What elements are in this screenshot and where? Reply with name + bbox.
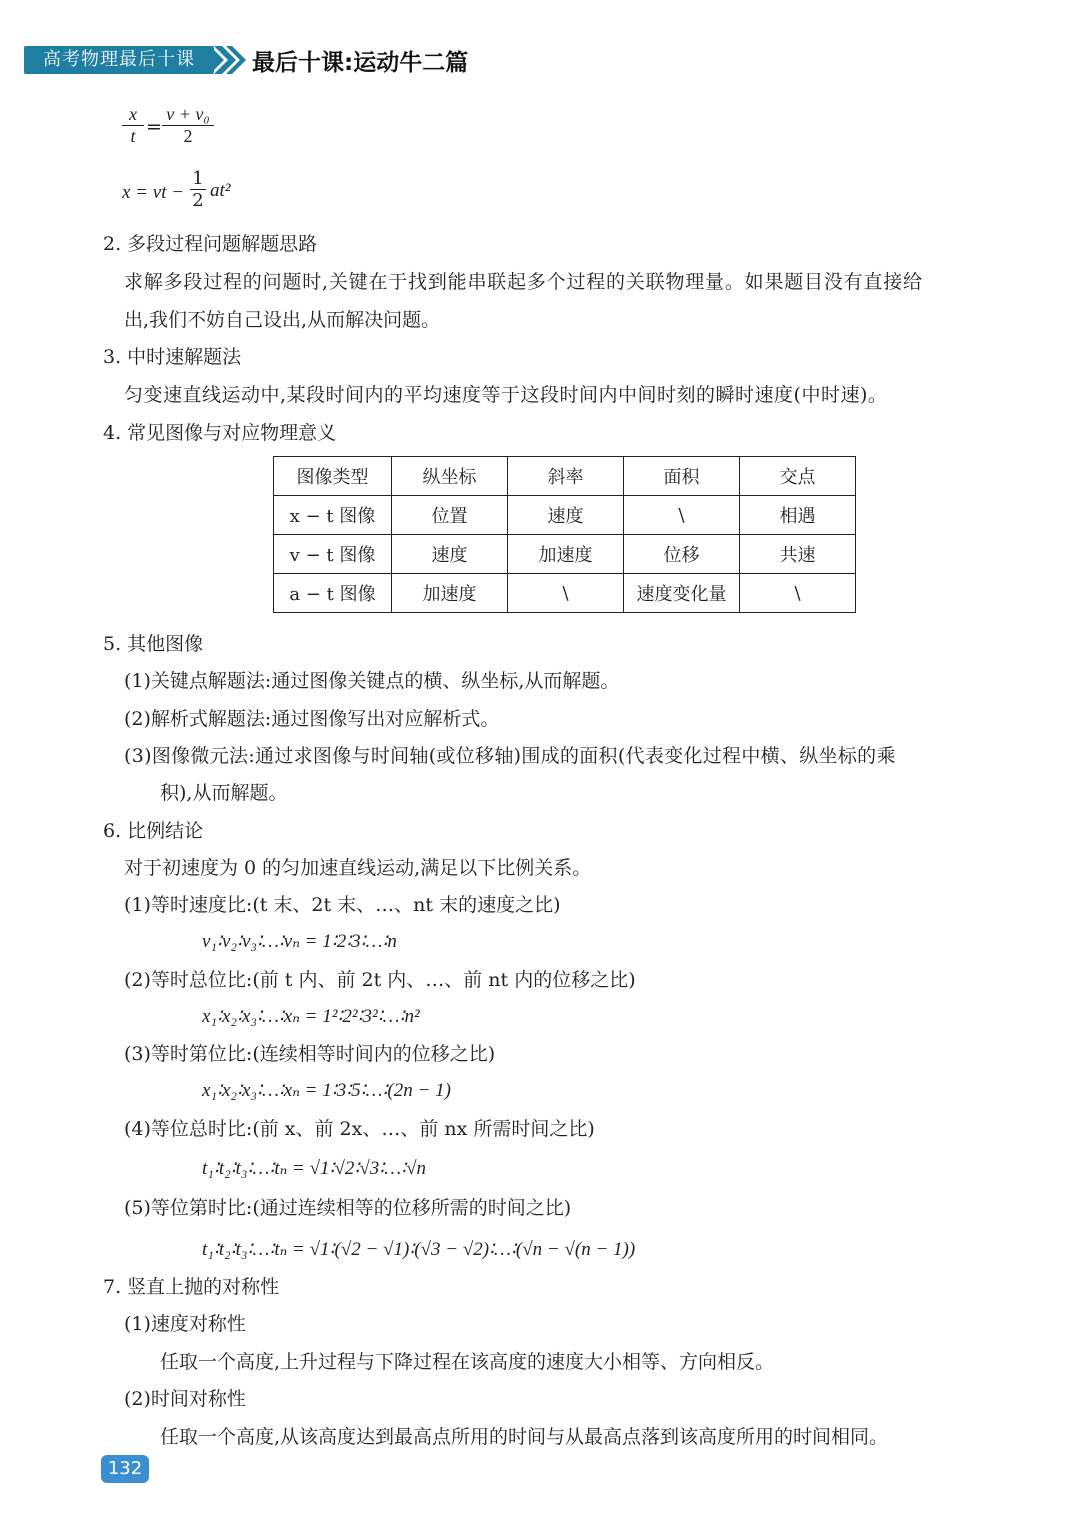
table-header-cell: 图像类型 bbox=[274, 457, 392, 496]
section-3-title: 3. 中时速解题法 bbox=[103, 346, 242, 368]
header-stripes-decoration bbox=[200, 46, 248, 74]
formula-v-plus-v0-over-2 bbox=[162, 104, 214, 147]
table-cell: \ bbox=[508, 574, 624, 613]
table-cell: 速度变化量 bbox=[624, 574, 740, 613]
fraction-denominator: 2 bbox=[162, 125, 214, 147]
section-5-item-3-line2: 积),从而解题。 bbox=[160, 782, 288, 804]
table-cell: 速度 bbox=[392, 535, 508, 574]
ratio-5-formula: t₁∶t₂∶t₃∶…∶tₙ = √1∶(√2 − √1)∶(√3 − √2)∶…∶(√n − √(n − 1)) bbox=[202, 1239, 636, 1260]
fraction-numerator: 1 bbox=[192, 168, 204, 189]
section-7-sub-2: (2)时间对称性 bbox=[124, 1388, 246, 1410]
section-7-title: 7. 竖直上抛的对称性 bbox=[103, 1276, 280, 1298]
section-7-sub-2-text: 任取一个高度,从该高度达到最高点所用的时间与从最高点落到该高度所用的时间相同。 bbox=[160, 1426, 889, 1448]
fraction-denominator: 2 bbox=[190, 189, 206, 211]
table-cell: 速度 bbox=[508, 496, 624, 535]
table-cell: 位移 bbox=[624, 535, 740, 574]
ratio-1-title: (1)等时速度比:(t 末、2t 末、…、nt 末的速度之比) bbox=[124, 894, 561, 916]
ratio-3-title: (3)等时第位比:(连续相等时间内的位移之比) bbox=[124, 1043, 496, 1065]
graph-meaning-table bbox=[273, 456, 856, 613]
header-badge: 高考物理最后十课 bbox=[24, 46, 214, 74]
formula-displacement-left: x = vt − bbox=[122, 182, 185, 203]
formula-x-over-t bbox=[122, 104, 144, 147]
table-cell: a − t 图像 bbox=[274, 574, 392, 613]
formula-equals: = bbox=[146, 116, 162, 138]
section-5-item-3-line1: (3)图像微元法:通过求图像与时间轴(或位移轴)围成的面积(代表变化过程中横、纵坐标的乘 bbox=[124, 745, 896, 767]
section-6-title: 6. 比例结论 bbox=[103, 820, 204, 842]
header-title: 最后十课:运动牛二篇 bbox=[252, 50, 469, 76]
section-5-title: 5. 其他图像 bbox=[103, 633, 204, 655]
table-header-cell: 面积 bbox=[624, 457, 740, 496]
table-cell: 相遇 bbox=[740, 496, 856, 535]
table-row bbox=[274, 535, 856, 574]
table-cell: 共速 bbox=[740, 535, 856, 574]
table-cell: 位置 bbox=[392, 496, 508, 535]
table-header-cell: 纵坐标 bbox=[392, 457, 508, 496]
section-2-text-line2: 出,我们不妨自己设出,从而解决问题。 bbox=[124, 309, 441, 331]
formula-one-half bbox=[190, 168, 206, 211]
section-2-text-line1: 求解多段过程的问题时,关键在于找到能串联起多个过程的关联物理量。如果题目没有直接给 bbox=[124, 271, 923, 293]
ratio-4-formula: t₁∶t₂∶t₃∶…∶tₙ = √1∶√2∶√3∶…∶√n bbox=[202, 1158, 427, 1179]
table-cell: \ bbox=[624, 496, 740, 535]
section-6-intro: 对于初速度为 0 的匀加速直线运动,满足以下比例关系。 bbox=[124, 857, 592, 879]
ratio-2-title: (2)等时总位比:(前 t 内、前 2t 内、…、前 nt 内的位移之比) bbox=[124, 969, 636, 991]
ratio-3-formula: x₁∶x₂∶x₃∶…∶xₙ = 1∶3∶5∶…∶(2n − 1) bbox=[202, 1080, 451, 1101]
table-row bbox=[274, 496, 856, 535]
table-cell: v − t 图像 bbox=[274, 535, 392, 574]
table-header-cell: 斜率 bbox=[508, 457, 624, 496]
table-cell: x − t 图像 bbox=[274, 496, 392, 535]
fraction-numerator: x bbox=[129, 104, 137, 124]
table-cell: 加速度 bbox=[508, 535, 624, 574]
page-number: 132 bbox=[101, 1455, 149, 1483]
fraction-denominator: t bbox=[122, 125, 144, 147]
section-5-item-1: (1)关键点解题法:通过图像关键点的横、纵坐标,从而解题。 bbox=[124, 670, 620, 692]
section-7-sub-1: (1)速度对称性 bbox=[124, 1313, 246, 1335]
table-header-cell: 交点 bbox=[740, 457, 856, 496]
ratio-1-formula: v₁∶v₂∶v₃∶…∶vₙ = 1∶2∶3∶…∶n bbox=[202, 931, 397, 952]
fraction-numerator: v + v₀ bbox=[166, 104, 210, 124]
section-3-text: 匀变速直线运动中,某段时间内的平均速度等于这段时间内中间时刻的瞬时速度(中时速)。 bbox=[124, 384, 888, 406]
formula-at-squared: at² bbox=[210, 180, 231, 201]
table-header-row bbox=[274, 457, 856, 496]
ratio-5-title: (5)等位第时比:(通过连续相等的位移所需的时间之比) bbox=[124, 1197, 572, 1219]
section-7-sub-1-text: 任取一个高度,上升过程与下降过程在该高度的速度大小相等、方向相反。 bbox=[160, 1351, 775, 1373]
section-4-title: 4. 常见图像与对应物理意义 bbox=[103, 422, 337, 444]
table-cell: 加速度 bbox=[392, 574, 508, 613]
section-2-title: 2. 多段过程问题解题思路 bbox=[103, 233, 318, 255]
table-cell: \ bbox=[740, 574, 856, 613]
section-5-item-2: (2)解析式解题法:通过图像写出对应解析式。 bbox=[124, 708, 500, 730]
ratio-4-title: (4)等位总时比:(前 x、前 2x、…、前 nx 所需时间之比) bbox=[124, 1118, 595, 1140]
table-row bbox=[274, 574, 856, 613]
ratio-2-formula: x₁∶x₂∶x₃∶…∶xₙ = 1²∶2²∶3²∶…∶n² bbox=[202, 1006, 420, 1027]
